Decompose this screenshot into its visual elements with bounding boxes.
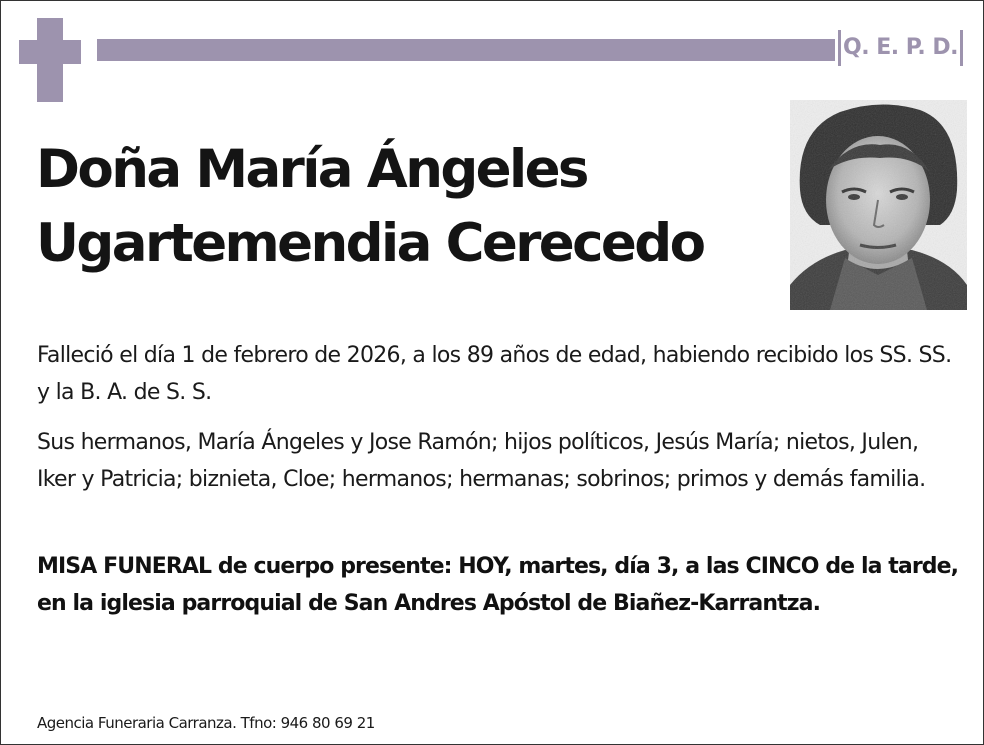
- header-divider-bar: [97, 39, 835, 61]
- deceased-photo: [790, 100, 967, 310]
- funeral-agency-contact: Agencia Funeraria Carranza. Tfno: 946 80 69 21: [37, 714, 375, 732]
- deceased-name-line-1: Doña María Ángeles: [36, 139, 587, 200]
- deceased-name: [36, 133, 703, 281]
- portrait-image: [790, 100, 967, 310]
- qepd-label: Q. E. P. D.: [838, 30, 963, 66]
- cross-horizontal-bar: [19, 40, 81, 64]
- funeral-mass-paragraph: MISA FUNERAL de cuerpo presente: HOY, martes, día 3, a las CINCO de la tarde, en la iglesia parroquial de San Andres Apóstol de Biañez-Karrantza.: [37, 554, 959, 616]
- family-paragraph: Sus hermanos, María Ángeles y Jose Ramón; hijos políticos, Jesús María; nietos, Julen, Iker y Patricia; biznieta, Cloe; hermanos; hermanas; sobrinos; primos y demás familia.: [37, 430, 926, 492]
- deceased-name-line-2: Ugartemendia Cerecedo: [36, 213, 704, 274]
- death-notice-paragraph: Falleció el día 1 de febrero de 2026, a los 89 años de edad, habiendo recibido los SS. SS. y la B. A. de S. S.: [37, 343, 952, 405]
